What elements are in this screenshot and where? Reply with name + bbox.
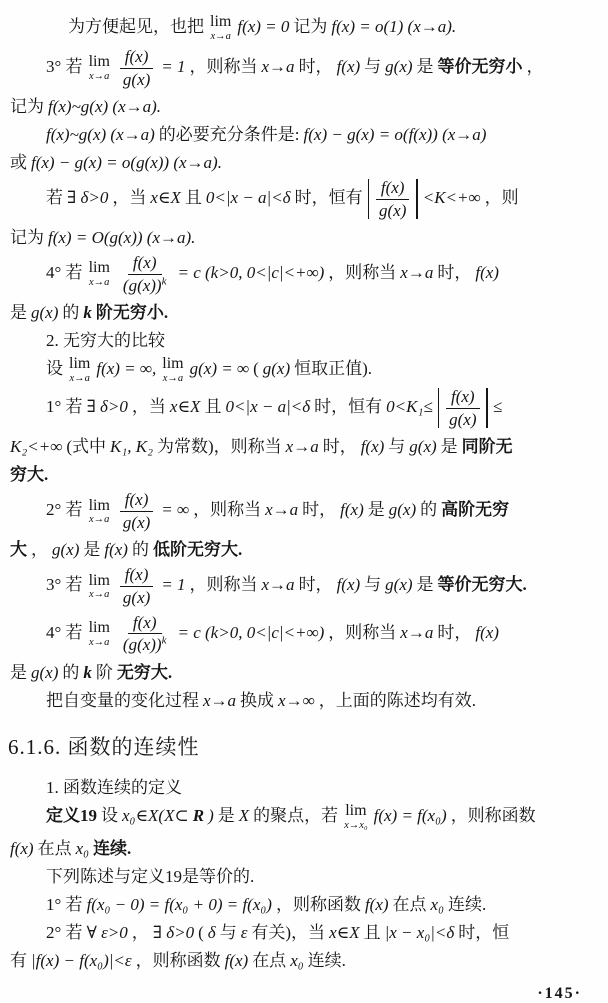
text-line	[8, 490, 598, 532]
math-run: = 1	[161, 575, 186, 595]
math-run: ∃ δ>0	[152, 922, 195, 942]
lim-word: lim	[88, 618, 110, 636]
text-run: 有	[10, 950, 27, 970]
text-run: 是	[367, 500, 385, 520]
lim-word: lim	[162, 355, 184, 373]
math-run: f(x)~g(x) (x→a).	[48, 97, 162, 117]
limit-operator	[89, 620, 110, 648]
text-run: 有关)，当	[251, 922, 326, 942]
limit-operator	[69, 356, 90, 384]
abs-value-fraction	[437, 387, 489, 429]
text-run: ，当	[131, 397, 166, 417]
bold-term: 低阶无穷大.	[152, 540, 243, 560]
subsection-title	[8, 775, 598, 800]
text-line	[8, 537, 598, 562]
math-run: f(x)	[224, 950, 249, 970]
math-run: = 1	[161, 56, 186, 76]
text-run: 恒取正值).	[294, 359, 373, 379]
item-number: 1° 若	[46, 397, 83, 417]
math-run: f(x)	[364, 894, 389, 914]
lim-word: lim	[88, 259, 110, 277]
math-run: x∈X	[169, 397, 201, 417]
denominator	[118, 275, 172, 296]
math-run: x₀∈X(X⊂	[122, 805, 189, 825]
numerator: f(x)	[376, 178, 410, 200]
lim-word: lim	[88, 53, 110, 71]
text-run: 记为	[10, 97, 44, 117]
math-run: f(x)	[336, 56, 361, 76]
text-line	[8, 356, 598, 384]
fraction	[118, 613, 172, 655]
text-line	[8, 14, 598, 42]
math-run: <K<+∞	[422, 188, 481, 208]
text-line	[8, 47, 598, 89]
math-run: = c (k>0, 0<|c|<+∞)	[177, 263, 325, 283]
math-run: f(x) = o(1) (x→a).	[331, 17, 457, 36]
lim-subscript: x→x₀	[344, 819, 368, 831]
section-heading: 6.1.6. 函数的连续性	[8, 734, 200, 759]
text-run: 是	[10, 662, 27, 682]
text-run: 与	[364, 575, 382, 595]
limit-operator	[344, 803, 367, 831]
lim-word: lim	[69, 355, 91, 373]
math-run: = ∞	[161, 500, 190, 520]
math-run: f(x)	[475, 622, 499, 642]
denominator-base: (g(x))	[122, 275, 162, 295]
text-run: (式中	[66, 437, 106, 457]
text-run: 的聚点，若	[253, 805, 339, 825]
text-run: 把自变量的变化过程	[46, 690, 199, 710]
text-line	[8, 836, 598, 861]
math-run: ε	[240, 922, 248, 942]
limit-operator	[162, 356, 183, 384]
text-run: 连续.	[307, 950, 346, 970]
math-run: g(x) = ∞	[189, 359, 250, 379]
math-run: |f(x) − f(x₀)|<ε	[31, 950, 132, 970]
math-run: k	[83, 662, 92, 682]
text-run: 时，	[298, 575, 333, 595]
denominator-base: (g(x))	[122, 635, 162, 655]
lim-subscript: x→a	[89, 589, 110, 601]
math-run: x→a	[203, 690, 237, 710]
math-run: f(x) = 0	[237, 17, 290, 36]
text-run: 时，	[302, 500, 337, 520]
math-run: f(x)~g(x) (x→a)	[46, 125, 155, 145]
abs-value-fraction	[367, 178, 419, 220]
numerator: f(x)	[128, 253, 162, 275]
numerator: f(x)	[120, 47, 154, 69]
definition-label: 定义19	[46, 805, 97, 825]
math-run: X	[238, 805, 250, 825]
text-line	[8, 660, 598, 685]
text-line	[8, 178, 598, 220]
math-run: x₀	[75, 838, 90, 858]
item-number: 2° 若	[46, 922, 83, 942]
text-run: 下列陈述与定义19是等价的.	[46, 866, 255, 886]
text-line	[8, 387, 598, 429]
text-line	[8, 892, 598, 917]
numerator: f(x)	[446, 387, 480, 409]
subsection-title	[8, 328, 598, 353]
text-line	[8, 803, 598, 831]
text-run: ，	[131, 922, 149, 942]
text-run: ，则称当	[189, 575, 258, 595]
text-run: ，则称函数	[450, 805, 536, 825]
text-run: 与	[219, 922, 237, 942]
text-run: 时，恒有	[314, 397, 383, 417]
page-number: ·145·	[537, 984, 582, 1002]
text-run: ，则称当	[328, 263, 397, 283]
math-run: K₁, K₂	[109, 437, 153, 457]
text-run: ，则称函数	[135, 950, 221, 970]
lim-word: lim	[88, 571, 110, 589]
text-line	[8, 300, 598, 325]
text-run: ，则称当	[189, 56, 258, 76]
bold-term: 连续.	[93, 838, 132, 858]
text-run: 1. 函数连续的定义	[46, 777, 182, 797]
denominator: g(x)	[122, 69, 151, 89]
abs-bar-right	[416, 179, 417, 219]
math-run: )	[208, 805, 214, 825]
math-run: g(x)	[52, 540, 80, 560]
text-line	[8, 462, 598, 487]
fraction	[118, 47, 155, 89]
text-run: ，	[526, 56, 544, 76]
lim-subscript: x→a	[210, 30, 231, 42]
text-line	[8, 864, 598, 889]
text-run: 记为	[10, 228, 44, 248]
text-line	[8, 565, 598, 607]
text-run: 的	[420, 500, 438, 520]
text-run: 时，	[298, 56, 333, 76]
real-number-symbol: R	[192, 805, 205, 825]
math-run: 0<K₁≤	[386, 397, 433, 417]
text-run: 的	[62, 303, 80, 323]
math-run: g(x)	[31, 662, 59, 682]
math-run: f(x) = f(x₀)	[373, 805, 447, 825]
math-run: K₂<+∞	[10, 437, 63, 457]
fraction	[118, 490, 155, 532]
math-run: g(x)	[31, 303, 59, 323]
text-run: 是	[217, 805, 235, 825]
text-line	[8, 688, 598, 713]
text-line	[8, 94, 598, 119]
text-run: 的	[62, 662, 80, 682]
math-run: f(x) − g(x) = o(g(x)) (x→a).	[31, 153, 222, 173]
limit-operator	[89, 54, 110, 82]
math-run: x₀	[290, 950, 304, 970]
fraction	[118, 253, 172, 295]
text-run: 是	[416, 56, 434, 76]
math-run: f(x₀ − 0) = f(x₀ + 0) = f(x₀)	[86, 894, 272, 914]
math-run: ∃ δ>0	[86, 397, 128, 417]
math-run: ≤	[492, 397, 503, 417]
text-run: 时，	[437, 622, 472, 642]
text-line	[8, 920, 598, 945]
math-run: f(x)	[340, 500, 364, 520]
fraction	[374, 178, 411, 220]
math-run: ∃ δ>0	[67, 188, 109, 208]
text-run: 设	[101, 805, 118, 825]
math-run: x→a	[265, 500, 299, 520]
bold-term: 高阶无穷	[441, 500, 510, 520]
text-run: ，则称当	[193, 500, 262, 520]
denominator: g(x)	[122, 588, 151, 608]
text-line	[8, 150, 598, 175]
text-run: 在点	[37, 838, 72, 858]
lim-subscript: x→a	[89, 514, 110, 526]
lim-subscript: x→a	[162, 373, 184, 385]
math-run: f(x)	[360, 437, 385, 457]
math-run: x→a	[400, 622, 434, 642]
text-line	[8, 253, 598, 295]
text-run: 在点	[392, 894, 427, 914]
bold-term: 等价无穷大.	[437, 575, 527, 595]
text-run: ，则称函数	[275, 894, 361, 914]
bold-term: 无穷大.	[116, 662, 173, 682]
lim-subscript: x→a	[89, 70, 110, 82]
text-run: 在点	[252, 950, 287, 970]
text-run: 换成	[240, 690, 275, 710]
denominator	[118, 634, 172, 655]
math-run: x→a	[261, 575, 295, 595]
math-run: x→a	[261, 56, 295, 76]
text-line	[8, 948, 598, 973]
denominator-exponent: k	[161, 634, 167, 647]
lim-word: lim	[88, 496, 110, 514]
limit-operator	[89, 573, 110, 601]
math-run: = c (k>0, 0<|c|<+∞)	[177, 622, 325, 642]
text-run: 或	[10, 153, 27, 173]
denominator: g(x)	[378, 200, 407, 220]
text-run: 阶	[95, 662, 113, 682]
text-run: 为常数)，则称当	[156, 437, 282, 457]
limit-operator	[89, 260, 110, 288]
text-run: 的必要充分条件是:	[158, 125, 300, 145]
math-run: x→a	[285, 437, 319, 457]
math-run: f(x)	[10, 838, 34, 858]
text-run: 是	[83, 540, 101, 560]
denominator-exponent: k	[161, 275, 167, 288]
item-number: 2° 若	[46, 500, 83, 520]
text-run: 且	[363, 922, 381, 942]
text-run: 若	[46, 188, 63, 208]
text-line	[8, 122, 598, 147]
text-run: 时，恒有	[294, 188, 363, 208]
bold-term: 同阶无	[461, 437, 513, 457]
text-run: ，则	[484, 188, 519, 208]
lim-subscript: x→a	[89, 636, 110, 648]
text-run: (	[198, 922, 204, 942]
text-run: 是	[440, 437, 458, 457]
text-run: ，当	[112, 188, 147, 208]
text-run: (	[253, 359, 259, 379]
item-number: 1° 若	[46, 894, 83, 914]
lim-word: lim	[210, 13, 232, 31]
fraction	[118, 565, 155, 607]
item-number: 4° 若	[46, 263, 83, 283]
text-line	[8, 225, 598, 250]
math-run: f(x) = O(g(x)) (x→a).	[48, 228, 196, 248]
text-line	[8, 613, 598, 655]
math-run: g(x)	[388, 500, 417, 520]
limit-operator	[210, 14, 231, 42]
text-run: 时，恒	[458, 922, 510, 942]
text-run: 设	[46, 359, 63, 379]
numerator: f(x)	[120, 565, 154, 587]
math-run: x∈X	[329, 922, 360, 942]
lim-subscript: x→a	[89, 277, 110, 289]
text-run: 时，	[437, 263, 472, 283]
math-run: 0<|x − a|<δ	[225, 397, 311, 417]
math-run: f(x) = ∞,	[96, 359, 157, 379]
math-run: x→a	[400, 263, 434, 283]
denominator: g(x)	[122, 512, 151, 532]
bold-term: 等价无穷小	[437, 56, 523, 76]
text-run: ，上面的陈述均有效.	[318, 690, 476, 710]
text-run: 与	[388, 437, 406, 457]
math-run: ∀ ε>0	[86, 922, 128, 942]
math-run: g(x)	[385, 575, 413, 595]
math-run: 0<|x − a|<δ	[205, 188, 291, 208]
item-number: 4° 若	[46, 622, 83, 642]
denominator: g(x)	[449, 409, 477, 429]
math-run: f(x)	[104, 540, 128, 560]
text-run: 是	[10, 303, 27, 323]
bold-term: 穷大.	[10, 465, 49, 485]
text-run: 的	[131, 540, 149, 560]
bold-term: 阶无穷小.	[95, 303, 169, 323]
item-number: 3° 若	[46, 56, 83, 76]
math-run: f(x)	[475, 263, 499, 283]
item-number: 3° 若	[46, 575, 83, 595]
math-run: g(x)	[262, 359, 291, 379]
math-run: |x − x₀|<δ	[384, 922, 455, 942]
text-run: 且	[184, 188, 202, 208]
text-run: 2. 无穷大的比较	[46, 331, 165, 351]
numerator: f(x)	[120, 490, 154, 512]
abs-bar-left	[368, 179, 369, 219]
math-run: k	[83, 303, 92, 323]
math-run: x₀	[430, 894, 445, 914]
text-line	[8, 434, 598, 459]
fraction	[444, 387, 481, 429]
lim-word: lim	[345, 801, 367, 819]
text-run: 连续.	[448, 894, 487, 914]
numerator: f(x)	[128, 613, 162, 635]
abs-bar-right	[486, 388, 487, 428]
text-run: 记为	[293, 17, 328, 36]
math-run: g(x)	[409, 437, 437, 457]
limit-operator	[89, 498, 110, 526]
text-run: ，则称当	[328, 622, 397, 642]
lim-subscript: x→a	[69, 373, 90, 385]
math-run: f(x) − g(x) = o(f(x)) (x→a)	[303, 125, 487, 145]
text-run: ，	[31, 540, 48, 560]
text-run: 时，	[322, 437, 357, 457]
text-run: 与	[364, 56, 382, 76]
math-run: x∈X	[150, 188, 181, 208]
text-run: 是	[416, 575, 434, 595]
math-run: g(x)	[385, 56, 413, 76]
math-run: x→∞	[278, 690, 315, 710]
abs-bar-left	[438, 388, 439, 428]
text-run: 且	[204, 397, 222, 417]
math-run: f(x)	[336, 575, 361, 595]
math-run: δ	[207, 922, 216, 942]
bold-term: 大	[10, 540, 27, 560]
text-run: 为方便起见，也把	[68, 17, 204, 36]
